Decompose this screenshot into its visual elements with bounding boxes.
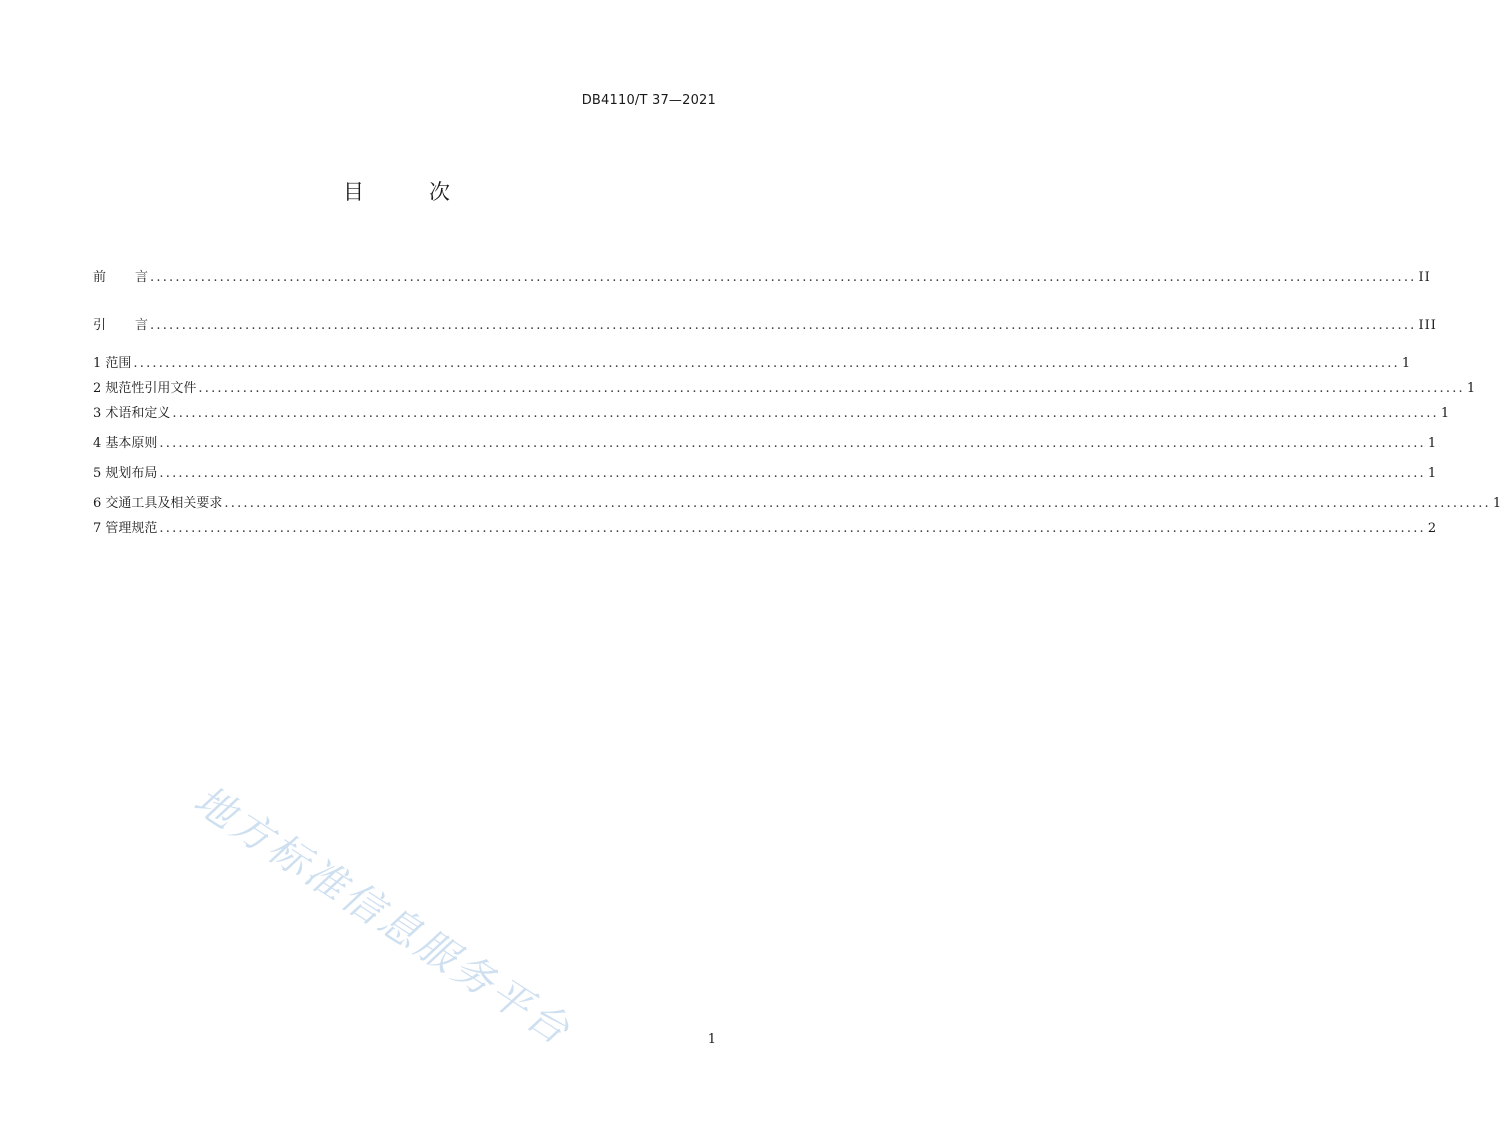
toc-entry-page: 1 [1401,356,1412,371]
toc-entry-label: 4 基本原则 [93,436,158,451]
toc-leader-dots: ........................................................................................................................................................................................................ [133,356,1400,371]
toc-entry-label: 3 术语和定义 [93,406,171,421]
page-number: 1 [707,1032,716,1047]
toc-entry[interactable] [93,318,1437,334]
toc-entry[interactable] [93,381,1477,397]
toc-leader-dots: ........................................................................................................................................................................................................ [198,381,1465,396]
toc-entry[interactable] [93,356,1412,372]
toc-entry-label: 1 范围 [93,356,132,371]
toc-entry[interactable] [93,436,1438,452]
toc-entry-label: 前言 [93,270,149,285]
toc-entry-page: 2 [1427,521,1438,536]
standard-code: DB4110/T 37—2021 [581,93,716,108]
toc-entry-label: 7 管理规范 [93,521,158,536]
toc-leader-dots: ........................................................................................................................................................................................................ [150,318,1417,333]
toc-leader-dots: ........................................................................................................................................................................................................ [159,466,1426,481]
toc-entry-page: III [1418,318,1437,333]
toc-entry-label: 5 规划布局 [93,466,158,481]
toc-entry[interactable] [93,270,1431,286]
toc-entry-page: II [1418,270,1431,285]
toc-entry-page: 1 [1427,436,1438,451]
toc-entry-page: 1 [1427,466,1438,481]
toc-leader-dots: ........................................................................................................................................................................................................ [224,496,1491,511]
toc-entry[interactable] [93,406,1451,422]
toc-entry-label: 引言 [93,318,149,333]
toc-entry-page: 1 [1440,406,1451,421]
toc-entry-page: 1 [1492,496,1502,511]
toc-entry[interactable] [93,496,1502,512]
toc-leader-dots: ........................................................................................................................................................................................................ [172,406,1439,421]
watermark-text: 地方标准信息服务平台 [185,777,580,1056]
toc-leader-dots: ........................................................................................................................................................................................................ [159,521,1426,536]
toc-entry-label: 6 交通工具及相关要求 [93,496,223,511]
toc-entry-page: 1 [1466,381,1477,396]
toc-leader-dots: ........................................................................................................................................................................................................ [159,436,1426,451]
toc-entry[interactable] [93,521,1438,537]
toc-entry-label: 2 规范性引用文件 [93,381,197,396]
toc-title: 目 次 [343,180,472,204]
toc-entry[interactable] [93,466,1438,482]
toc-leader-dots: ........................................................................................................................................................................................................ [150,270,1417,285]
